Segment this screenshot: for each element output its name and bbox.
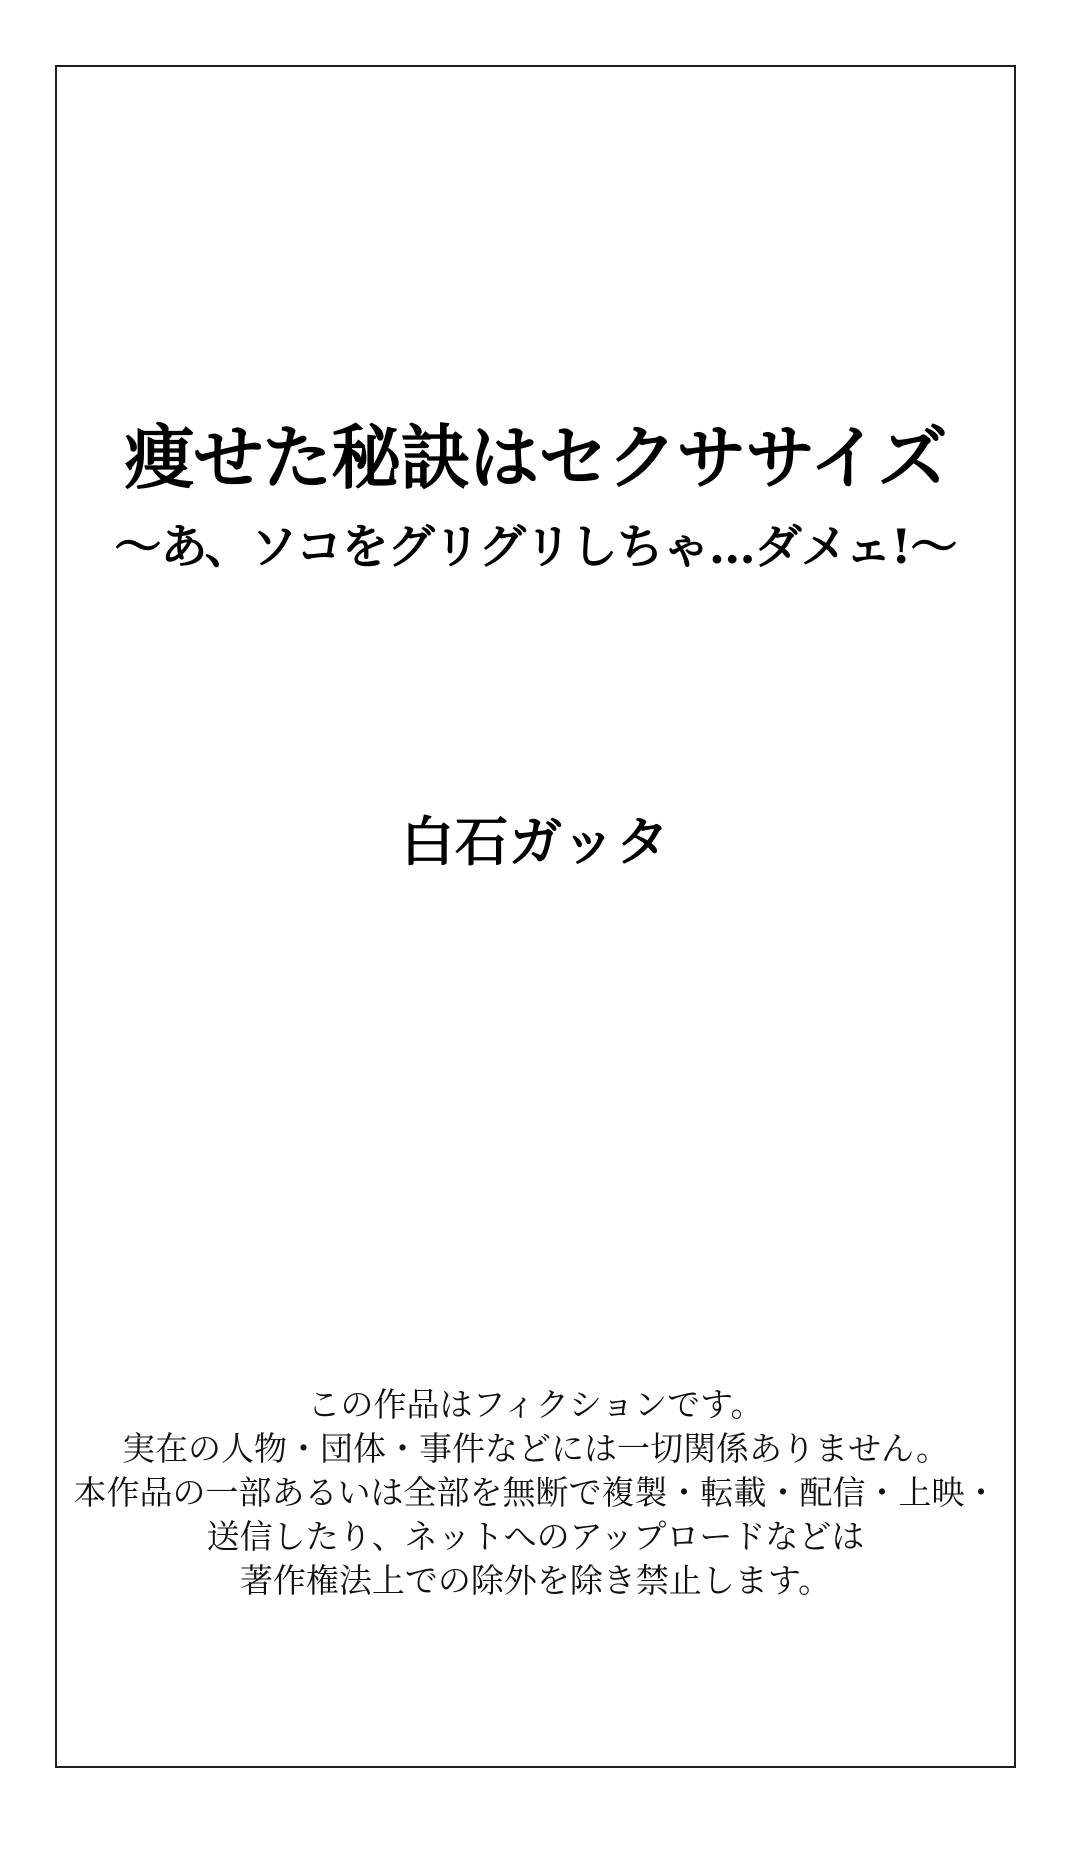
book-subtitle: ～あ、ソコをグリグリしちゃ…ダメェ!～ <box>114 520 957 575</box>
disclaimer-line: 著作権法上での除外を除き禁止します。 <box>239 1561 832 1600</box>
author-name: 白石ガッタ <box>401 811 670 873</box>
disclaimer-line: 実在の人物・団体・事件などには一切関係ありません。 <box>122 1429 949 1468</box>
disclaimer-block <box>57 1383 1014 1603</box>
title-block <box>57 416 1014 577</box>
book-title: 痩せた秘訣はセクササイズ <box>124 416 947 499</box>
disclaimer-line: この作品はフィクションです。 <box>307 1385 764 1424</box>
disclaimer-line: 送信したり、ネットへのアップロードなどは <box>206 1517 865 1556</box>
page-border-frame <box>55 65 1016 1768</box>
disclaimer-line: 本作品の一部あるいは全部を無断で複製・転載・配信・上映・ <box>73 1473 998 1512</box>
